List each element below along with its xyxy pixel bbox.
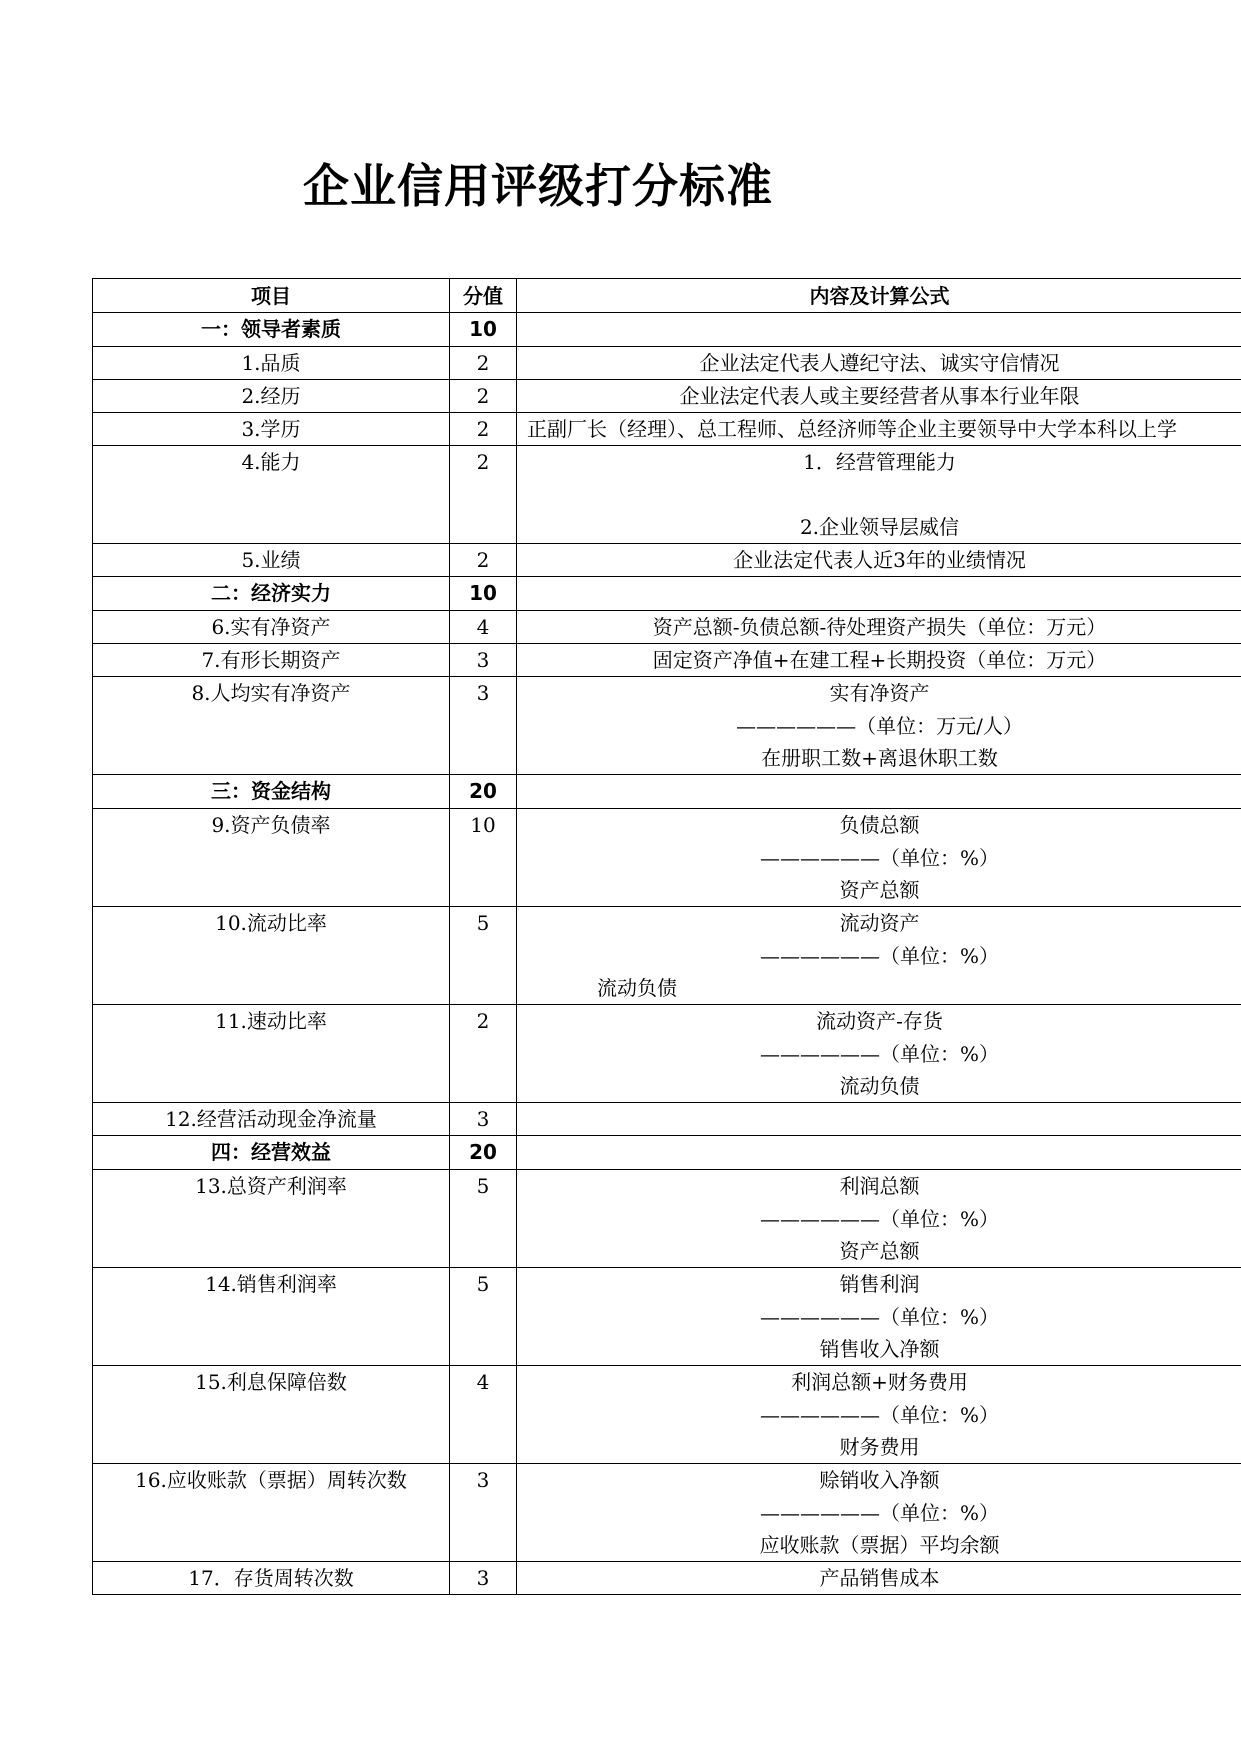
row-content [517, 809, 1241, 906]
section-label: 三：资金结构 [93, 775, 450, 808]
row-content [517, 313, 1241, 346]
table-row [93, 1464, 1241, 1562]
row-item: 9.资产负债率 [93, 809, 450, 906]
table-row [93, 544, 1241, 577]
row-score: 3 [450, 1562, 517, 1594]
row-content [517, 677, 1241, 774]
row-score: 5 [450, 1170, 517, 1267]
row-score: 2 [450, 347, 517, 379]
row-content [517, 1464, 1241, 1561]
row-score: 5 [450, 907, 517, 1004]
row-score: 3 [450, 644, 517, 676]
row-score: 5 [450, 1268, 517, 1365]
section-score: 20 [450, 775, 517, 808]
row-item: 7.有形长期资产 [93, 644, 450, 676]
content-line: 2.企业领导层威信 [799, 515, 960, 539]
formula-divider: ——————（单位：%） [759, 1041, 999, 1066]
table-row [93, 1562, 1241, 1595]
section-score: 10 [450, 313, 517, 346]
row-content [517, 1005, 1241, 1102]
row-content: 企业法定代表人或主要经营者从事本行业年限 [679, 384, 1080, 408]
section-label: 一：领导者素质 [93, 313, 450, 346]
table-row [93, 380, 1241, 413]
table-row [93, 1268, 1241, 1366]
table-row-section-leadership [93, 313, 1241, 347]
row-score: 2 [450, 380, 517, 412]
row-content [517, 446, 1241, 543]
row-item: 14.销售利润率 [93, 1268, 450, 1365]
row-score: 10 [450, 809, 517, 906]
row-item: 6.实有净资产 [93, 611, 450, 643]
formula-denominator: 财务费用 [839, 1435, 920, 1459]
formula-denominator: 流动负债 [597, 976, 677, 1000]
formula-divider: ——————（单位：%） [759, 1206, 999, 1231]
table-row [93, 1103, 1241, 1136]
table-row [93, 611, 1241, 644]
scoring-table [92, 278, 1241, 1595]
formula-denominator: 销售收入净额 [819, 1337, 940, 1361]
row-content [517, 1170, 1241, 1267]
table-row [93, 1170, 1241, 1268]
row-content: 产品销售成本 [819, 1566, 940, 1590]
table-row [93, 809, 1241, 907]
row-content [517, 1136, 1241, 1169]
header-item: 项目 [93, 279, 450, 312]
row-item: 17．存货周转次数 [93, 1562, 450, 1594]
row-item: 10.流动比率 [93, 907, 450, 1004]
section-label: 二：经济实力 [93, 577, 450, 610]
formula-numerator: 流动资产 [839, 911, 920, 935]
table-row [93, 347, 1241, 380]
content-line [517, 479, 1241, 512]
table-row-section-economic [93, 577, 1241, 611]
row-content: 固定资产净值+在建工程+长期投资（单位：万元） [652, 648, 1107, 672]
formula-divider: ——————（单位：%） [759, 943, 999, 968]
row-item: 8.人均实有净资产 [93, 677, 450, 774]
table-row [93, 677, 1241, 775]
row-item: 12.经营活动现金净流量 [93, 1103, 450, 1135]
page-title: 企业信用评级打分标准 [303, 159, 773, 213]
formula-denominator: 在册职工数+离退休职工数 [761, 746, 998, 770]
row-score: 4 [450, 1366, 517, 1463]
table-row [93, 1366, 1241, 1464]
row-content: 企业法定代表人遵纪守法、诚实守信情况 [699, 351, 1060, 375]
formula-denominator: 流动负债 [839, 1074, 920, 1098]
row-content: 企业法定代表人近3年的业绩情况 [733, 548, 1026, 572]
table-row-section-efficiency [93, 1136, 1241, 1170]
formula-denominator: 应收账款（票据）平均余额 [759, 1533, 1000, 1557]
header-content: 内容及计算公式 [809, 284, 950, 308]
row-content [517, 775, 1241, 808]
row-score: 4 [450, 611, 517, 643]
table-row [93, 413, 1241, 446]
formula-divider: ——————（单位：万元/人） [736, 713, 1023, 738]
formula-divider: ——————（单位：%） [759, 1304, 999, 1329]
row-item: 11.速动比率 [93, 1005, 450, 1102]
header-score: 分值 [450, 279, 517, 312]
row-content [517, 1268, 1241, 1365]
table-row [93, 1005, 1241, 1103]
formula-numerator: 利润总额 [839, 1174, 920, 1198]
formula-divider: ——————（单位：%） [759, 1402, 999, 1427]
formula-denominator: 资产总额 [839, 878, 920, 902]
formula-numerator: 利润总额+财务费用 [791, 1370, 968, 1394]
row-score: 2 [450, 544, 517, 576]
row-item: 4.能力 [93, 446, 450, 543]
row-item: 5.业绩 [93, 544, 450, 576]
formula-divider: ——————（单位：%） [759, 845, 999, 870]
row-score: 2 [450, 413, 517, 445]
formula-numerator: 负债总额 [839, 813, 920, 837]
row-item: 16.应收账款（票据）周转次数 [93, 1464, 450, 1561]
row-content [517, 577, 1241, 610]
table-row [93, 907, 1241, 1005]
row-item: 13.总资产利润率 [93, 1170, 450, 1267]
row-item: 3.学历 [93, 413, 450, 445]
section-score: 10 [450, 577, 517, 610]
formula-numerator: 销售利润 [839, 1272, 920, 1296]
table-row-section-capital [93, 775, 1241, 809]
row-item: 1.品质 [93, 347, 450, 379]
row-score: 3 [450, 677, 517, 774]
table-header-row [93, 279, 1241, 313]
row-content [517, 907, 1241, 1004]
row-item: 2.经历 [93, 380, 450, 412]
section-label: 四：经营效益 [93, 1136, 450, 1169]
section-score: 20 [450, 1136, 517, 1169]
row-content [517, 1366, 1241, 1463]
formula-numerator: 流动资产-存货 [816, 1009, 943, 1033]
content-line: 1．经营管理能力 [803, 450, 956, 474]
row-score: 2 [450, 1005, 517, 1102]
formula-denominator: 资产总额 [839, 1239, 920, 1263]
formula-numerator: 赊销收入净额 [819, 1468, 940, 1492]
row-score: 3 [450, 1464, 517, 1561]
formula-numerator: 实有净资产 [829, 681, 930, 705]
table-row [93, 644, 1241, 677]
row-content [517, 1103, 1241, 1135]
row-item: 15.利息保障倍数 [93, 1366, 450, 1463]
formula-divider: ——————（单位：%） [759, 1500, 999, 1525]
row-score: 2 [450, 446, 517, 543]
row-content: 正副厂长（经理）、总工程师、总经济师等企业主要领导中大学本科以上学 [527, 417, 1177, 441]
table-row [93, 446, 1241, 544]
row-content: 资产总额-负债总额-待处理资产损失（单位：万元） [652, 615, 1107, 639]
row-score: 3 [450, 1103, 517, 1135]
